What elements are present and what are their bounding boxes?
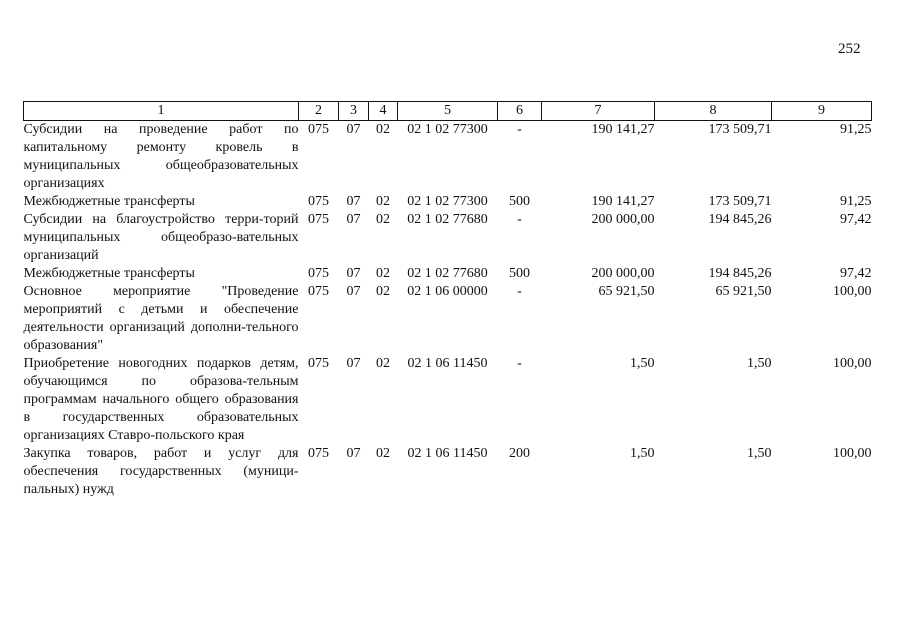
cell-target-article: 02 1 02 77300	[407, 122, 488, 137]
table-row	[24, 355, 872, 445]
column-header: 1	[24, 102, 299, 121]
cell-department: 075	[308, 446, 329, 461]
cell-section: 07	[346, 356, 361, 371]
cell-target-article: 02 1 02 77680	[407, 266, 488, 281]
column-header: 8	[655, 102, 772, 121]
cell-section: 07	[346, 446, 361, 461]
cell-target-article: 02 1 06 11450	[407, 356, 488, 371]
cell-expense-type: -	[517, 284, 522, 299]
cell-target-article: 02 1 02 77680	[407, 212, 488, 227]
cell-actual: 194 845,26	[708, 212, 772, 227]
cell-subsection: 02	[376, 284, 390, 299]
header-row	[24, 102, 872, 121]
cell-percent: 91,25	[840, 122, 872, 137]
cell-target-article: 02 1 02 77300	[407, 194, 488, 209]
column-header: 4	[369, 102, 398, 121]
cell-actual: 65 921,50	[715, 284, 772, 299]
cell-plan: 200 000,00	[591, 266, 655, 281]
cell-expense-type: -	[517, 356, 522, 371]
cell-subsection: 02	[376, 194, 390, 209]
cell-actual: 1,50	[747, 446, 772, 461]
cell-plan: 190 141,27	[591, 194, 655, 209]
cell-subsection: 02	[376, 212, 390, 227]
cell-target-article: 02 1 06 00000	[407, 284, 488, 299]
cell-expense-type: -	[517, 212, 522, 227]
cell-actual: 194 845,26	[708, 266, 772, 281]
cell-plan: 65 921,50	[598, 284, 655, 299]
cell-department: 075	[308, 266, 329, 281]
table-row	[24, 445, 872, 499]
table-row	[24, 193, 872, 211]
cell-expense-type: 200	[509, 446, 530, 461]
cell-subsection: 02	[376, 356, 390, 371]
cell-section: 07	[346, 212, 361, 227]
column-header: 7	[542, 102, 655, 121]
cell-subsection: 02	[376, 122, 390, 137]
row-name: Приобретение новогодних подарков детям, обучающимся по образова-тельным программам начального общего образования в государственных образовательных организациях Ставро-польского края	[23, 356, 299, 443]
cell-percent: 97,42	[840, 212, 872, 227]
cell-department: 075	[308, 194, 329, 209]
cell-percent: 91,25	[840, 194, 872, 209]
cell-expense-type: 500	[509, 194, 530, 209]
cell-plan: 200 000,00	[591, 212, 655, 227]
row-name: Основное мероприятие "Проведение мероприятий с детьми и обеспечение деятельности организаций дополни-тельного образования"	[23, 284, 299, 353]
budget-table	[23, 101, 872, 499]
cell-department: 075	[308, 284, 329, 299]
cell-department: 075	[308, 356, 329, 371]
row-name: Субсидии на благоустройство терри-торий муниципальных общеобразо-вательных организаций	[23, 212, 299, 263]
row-name: Межбюджетные трансферты	[23, 266, 195, 281]
cell-actual: 1,50	[747, 356, 772, 371]
cell-section: 07	[346, 122, 361, 137]
row-name: Межбюджетные трансферты	[23, 194, 195, 209]
cell-plan: 190 141,27	[591, 122, 655, 137]
cell-plan: 1,50	[630, 356, 655, 371]
cell-actual: 173 509,71	[708, 194, 772, 209]
cell-percent: 97,42	[840, 266, 872, 281]
cell-subsection: 02	[376, 266, 390, 281]
cell-department: 075	[308, 122, 329, 137]
cell-section: 07	[346, 284, 361, 299]
cell-expense-type: 500	[509, 266, 530, 281]
cell-plan: 1,50	[630, 446, 655, 461]
column-header: 6	[498, 102, 542, 121]
cell-percent: 100,00	[833, 284, 872, 299]
column-header: 9	[772, 102, 872, 121]
table-row	[24, 265, 872, 283]
table-row	[24, 211, 872, 265]
row-name: Закупка товаров, работ и услуг для обеспечения государственных (муници-пальных) нужд	[23, 446, 299, 497]
column-header: 3	[339, 102, 369, 121]
cell-expense-type: -	[517, 122, 522, 137]
cell-actual: 173 509,71	[708, 122, 772, 137]
column-header: 2	[299, 102, 339, 121]
column-header: 5	[398, 102, 498, 121]
table-row	[24, 283, 872, 355]
cell-subsection: 02	[376, 446, 390, 461]
cell-percent: 100,00	[833, 446, 872, 461]
cell-section: 07	[346, 266, 361, 281]
row-name: Субсидии на проведение работ по капитальному ремонту кровель в муниципальных общеобразовательных организациях	[23, 122, 299, 191]
cell-department: 075	[308, 212, 329, 227]
table-row	[24, 121, 872, 194]
cell-section: 07	[346, 194, 361, 209]
cell-target-article: 02 1 06 11450	[407, 446, 488, 461]
cell-percent: 100,00	[833, 356, 872, 371]
page-number: 252	[838, 41, 861, 57]
